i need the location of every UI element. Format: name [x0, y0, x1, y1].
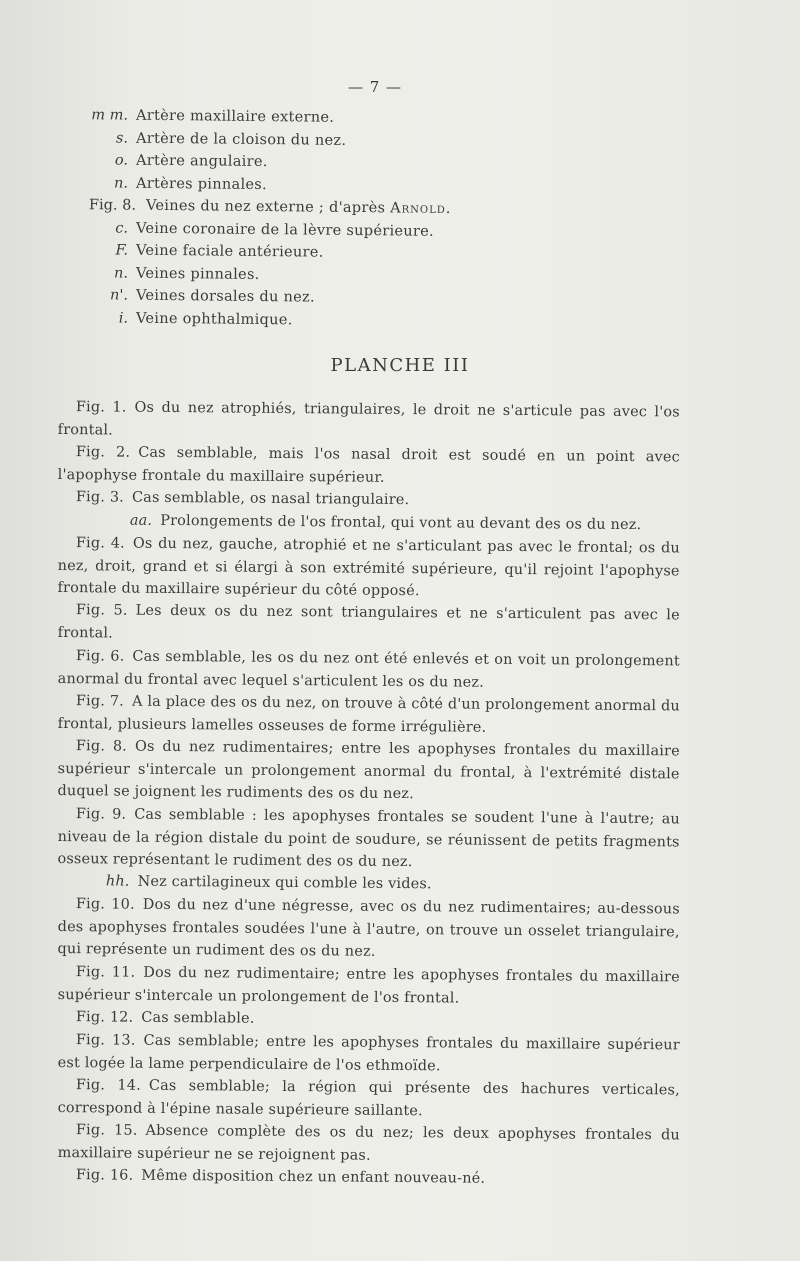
figure-description	[57, 893, 680, 966]
figure-text: Os du nez atrophiés, triangulaires, le droit ne s'articule pas avec l'os frontal.	[57, 399, 680, 439]
legend-figure-label: Fig. 8.	[88, 197, 137, 214]
figure-text: Os du nez, gauche, atrophié et ne s'articulant pas avec le frontal; os du nez, droit, grand et si élargi à son extrémité supérieure, qu'il rejoint l'apophyse frontale du maxillaire supérieur du côté opposé.	[57, 535, 680, 599]
legend-symbol: s.	[115, 129, 129, 147]
legend-symbol: n'.	[109, 287, 129, 304]
figure-label: Fig. 11.	[75, 964, 136, 981]
figure-label: Fig. 10.	[75, 896, 135, 913]
figure-label: Fig. 7.	[75, 692, 125, 710]
legend-symbol: i.	[118, 310, 129, 327]
figure-text: Les deux os du nez sont triangulaires et ne s'articulent pas avec le frontal.	[57, 603, 680, 642]
legend-text: Veine coronaire de la lèvre supérieure.	[135, 220, 435, 240]
figure-text: Cas semblable; entre les apophyses frontales du maxillaire supérieur est logée la lame perpendiculaire de l'os ethmoïde.	[57, 1032, 680, 1074]
figure-description	[57, 532, 680, 605]
figure-text: Absence complète des os du nez; les deux apophyses frontales du maxillaire supérieur ne se rejoignent pas.	[57, 1122, 680, 1164]
legend-text: Artère maxillaire externe.	[135, 107, 335, 126]
figure-label: Fig. 2.	[75, 444, 131, 461]
legend-row	[70, 307, 590, 335]
figure-description	[58, 1164, 680, 1192]
figure-text: Os du nez rudimentaires; entre les apophyses frontales du maxillaire supérieur s'intercale un prolongement anormal du frontal, à l'extrémité distale duquel se joignent les rudiments des os du nez.	[57, 738, 680, 803]
figure-text: Dos du nez rudimentaire; entre les apophyses frontales du maxillaire supérieur s'intercale un prolongement de l'os frontal.	[57, 964, 680, 1006]
figure-text: Cas semblable, mais l'os nasal droit est soudé en un point avec l'apophyse frontale du maxillaire supérieur.	[57, 444, 680, 486]
figure-text: A la place des os du nez, on trouve à côté d'un prolongement anormal du frontal, plusieurs lamelles osseuses de forme irrégulière.	[57, 693, 680, 736]
figure-description	[58, 1029, 680, 1080]
figure-text: Cas semblable; la région qui présente des hachures verticales, correspond à l'épine nasale supérieure saillante.	[57, 1077, 680, 1119]
legend-text: Veines du nez externe ; d'après	[145, 197, 391, 217]
plate-descriptions	[58, 396, 680, 1187]
legend-author: Arnold.	[390, 200, 452, 217]
figure-text: Cas semblable : les apophyses frontales se soudent l'une à l'autre; au niveau de la région distale du point de soudure, se réunissent de petits fragments osseux représentant le rudiment des os du nez.	[57, 806, 680, 870]
figure-description	[58, 645, 680, 696]
figure-label: Fig. 3.	[75, 489, 125, 506]
figure-description	[58, 961, 680, 1012]
figure-sub-label: aa.	[129, 512, 153, 529]
legend-symbol: c.	[115, 219, 129, 237]
legend-text: Artère angulaire.	[135, 152, 268, 171]
figure-label: Fig. 12.	[75, 1009, 134, 1026]
legend-text: Artères pinnales.	[135, 175, 268, 193]
figure-text: Prolongements de l'os frontal, qui vont au devant des os du nez.	[160, 512, 642, 534]
legend-symbol: F.	[115, 242, 129, 259]
legend-symbol: n.	[113, 174, 129, 192]
figure-description	[58, 1119, 680, 1170]
legend-symbol: o.	[114, 152, 129, 169]
legend-figure-caption	[146, 195, 452, 221]
figure-text: Dos du nez d'une négresse, avec os du nez rudimentaires; au-dessous des apophyses frontales soudées l'une à l'autre, on trouve un osselet triangulaire, qui représente un rudiment des os du nez.	[57, 896, 680, 961]
figure-label: Fig. 9.	[75, 805, 127, 823]
legend-symbol: n.	[113, 264, 129, 282]
figure-text: Cas semblable, les os du nez ont été enlevés et on voit un prolongement anormal du frontal avec lequel s'articulent les os du nez.	[57, 648, 680, 690]
plate-heading: PLANCHE III	[330, 355, 470, 376]
figure-text: Même disposition chez un enfant nouveau-né.	[141, 1167, 486, 1187]
figure-label: Fig. 16.	[75, 1167, 134, 1184]
legend-symbol: m m.	[91, 107, 129, 124]
legend-text: Veine ophthalmique.	[135, 310, 293, 328]
figure-description	[58, 690, 680, 741]
legend-text: Veines pinnales.	[135, 265, 260, 283]
figure-text: Cas semblable, os nasal triangulaire.	[131, 490, 410, 509]
figure-description	[58, 1074, 680, 1125]
figure-legend	[70, 104, 590, 329]
figure-label: Fig. 5.	[75, 602, 128, 619]
figure-label: Fig. 15.	[75, 1122, 138, 1139]
figure-label: Fig. 8.	[75, 738, 128, 755]
figure-description	[57, 803, 680, 876]
figure-label: Fig. 6.	[75, 647, 125, 665]
figure-description	[58, 396, 680, 447]
figure-text: Nez cartilagineux qui comble les vides.	[137, 874, 432, 893]
figure-label: Fig. 13.	[75, 1031, 136, 1049]
figure-text: Cas semblable.	[141, 1009, 255, 1027]
legend-text: Veine faciale antérieure.	[135, 242, 324, 261]
figure-label: Fig. 14.	[75, 1076, 141, 1094]
legend-text: Artère de la cloison du nez.	[135, 130, 347, 149]
legend-text: Veines dorsales du nez.	[135, 287, 316, 306]
figure-description	[57, 735, 680, 808]
figure-sub-label: hh.	[105, 873, 130, 891]
figure-description	[58, 441, 680, 492]
page-number: — 7 —	[347, 78, 403, 96]
figure-label: Fig. 1.	[75, 399, 127, 416]
figure-label: Fig. 4.	[75, 534, 125, 552]
figure-description	[58, 599, 680, 650]
